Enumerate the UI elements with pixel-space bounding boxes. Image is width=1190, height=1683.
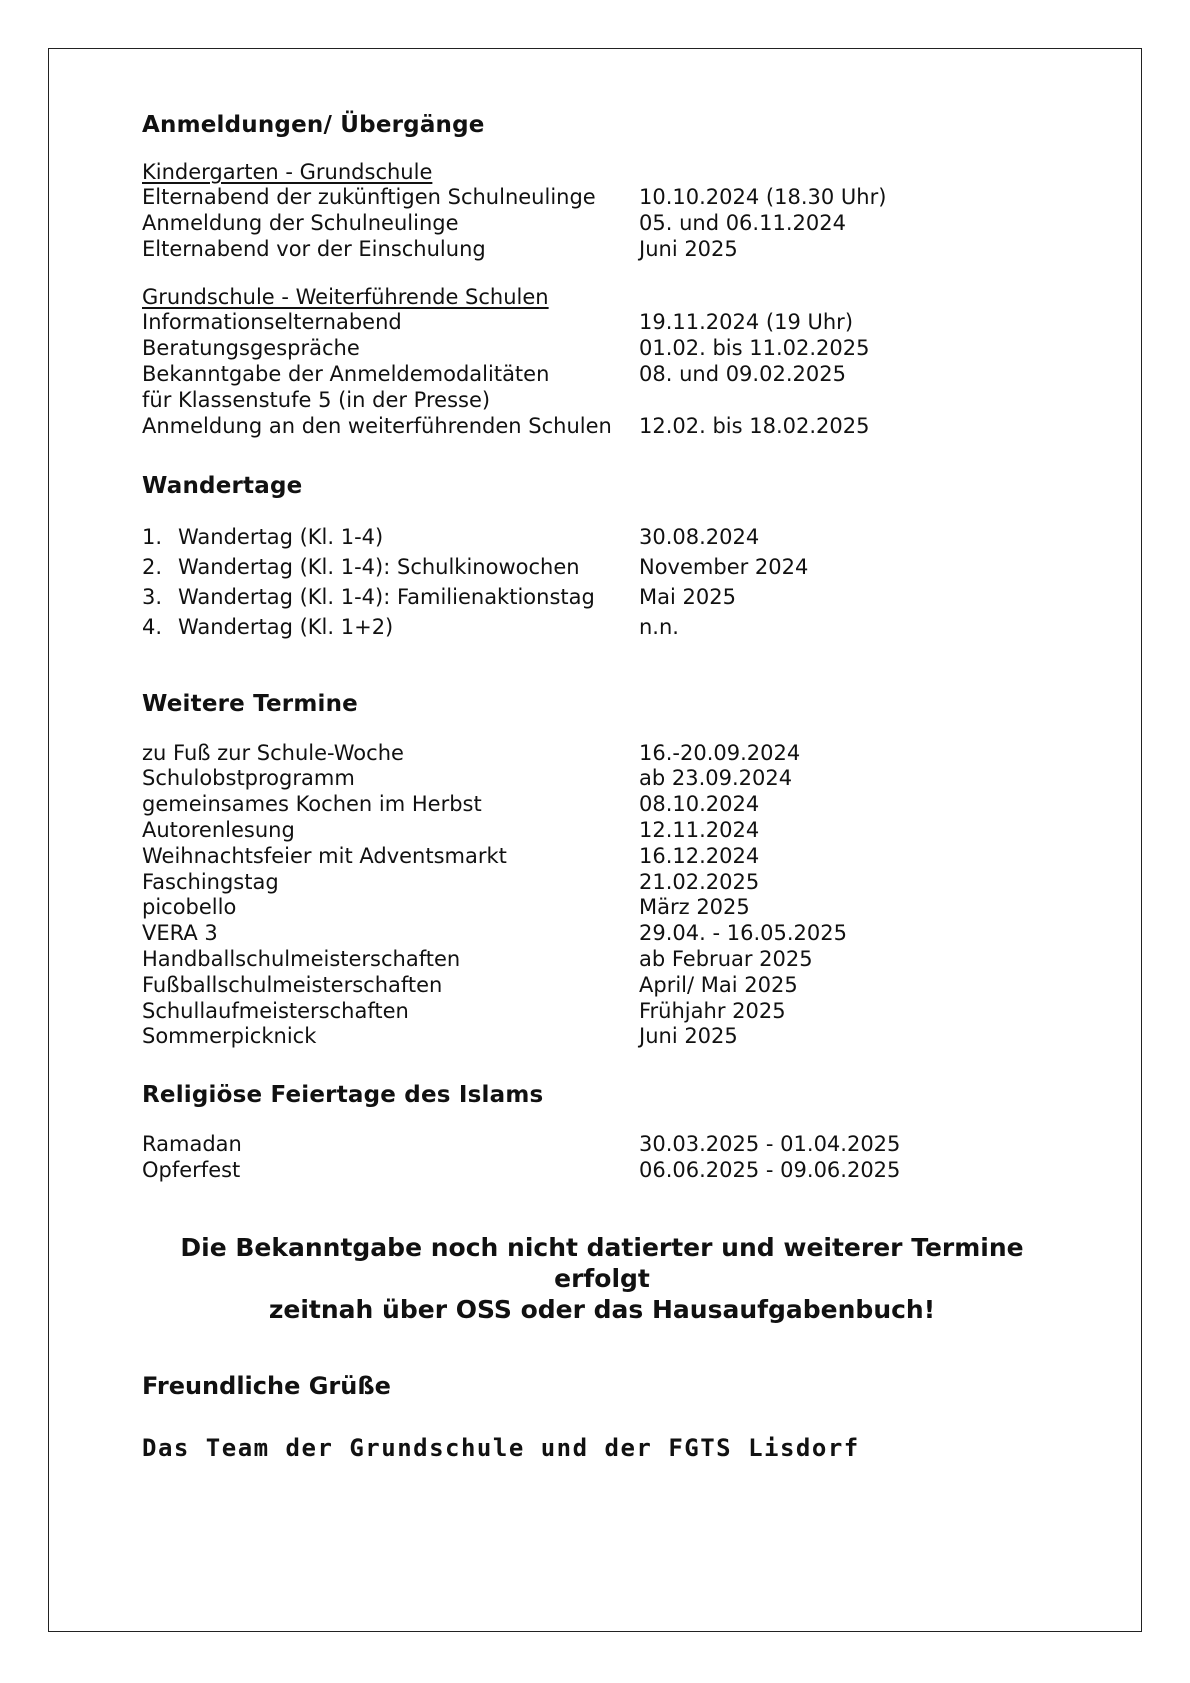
item-date: 30.03.2025 - 01.04.2025	[639, 1132, 901, 1157]
item-label: picobello	[142, 895, 237, 920]
section-islamic-holidays	[142, 1078, 1062, 1184]
item-date: 16.12.2024	[639, 843, 760, 868]
item-label: Beratungsgespräche	[142, 336, 360, 361]
item-date: 21.02.2025	[639, 869, 760, 894]
item-label: Informationselternabend	[142, 310, 402, 335]
list-item	[142, 1024, 1062, 1050]
list-item	[142, 583, 1062, 613]
item-date: 10.10.2024 (18.30 Uhr)	[639, 185, 887, 209]
list-item	[142, 362, 1062, 388]
section-title-registrations: Anmeldungen/ Übergänge	[142, 112, 485, 138]
item-date: 16.-20.09.2024	[639, 740, 801, 765]
item-date: 01.02. bis 11.02.2025	[639, 336, 870, 361]
item-label: Wandertag (Kl. 1-4): Schulkinowochen	[178, 555, 580, 580]
section-hiking-days	[142, 469, 1062, 642]
item-label: Weihnachtsfeier mit Adventsmarkt	[142, 843, 507, 868]
item-number: 1.	[142, 525, 163, 550]
signature: Das Team der Grundschule und der FGTS Lisdorf	[142, 1433, 860, 1462]
list-item	[142, 553, 1062, 583]
item-date: März 2025	[639, 895, 750, 920]
item-label: Anmeldung an den weiterführenden Schulen	[142, 413, 612, 438]
list-item	[142, 388, 1062, 414]
item-label: Handballschulmeisterschaften	[142, 946, 461, 971]
list-item	[142, 895, 1062, 921]
list-item	[142, 870, 1062, 896]
item-label: Ramadan	[142, 1132, 242, 1157]
section-title-further-dates: Weitere Termine	[142, 690, 358, 717]
section-registrations	[142, 108, 1062, 439]
list-item	[142, 973, 1062, 999]
section-title-islamic-holidays: Religiöse Feiertage des Islams	[142, 1082, 544, 1109]
list-item	[142, 336, 1062, 362]
list-item	[142, 766, 1062, 792]
item-label: Bekanntgabe der Anmeldemodalitäten	[142, 361, 550, 386]
subheading-grundschule-weiterfuehrende: Grundschule - Weiterführende Schulen	[142, 285, 549, 310]
item-label: Elternabend vor der Einschulung	[142, 236, 486, 261]
item-label: für Klassenstufe 5 (in der Presse)	[142, 387, 491, 412]
item-date: 06.06.2025 - 09.06.2025	[639, 1157, 901, 1182]
item-label: Sommerpicknick	[142, 1024, 317, 1049]
item-date: n.n.	[639, 614, 679, 639]
item-date: April/ Mai 2025	[639, 972, 798, 997]
list-item	[142, 414, 1062, 440]
notice-text	[142, 1232, 1062, 1325]
item-label: gemeinsames Kochen im Herbst	[142, 792, 482, 817]
item-date: ab Februar 2025	[639, 946, 813, 971]
section-further-dates	[142, 687, 1062, 1051]
item-label: Wandertag (Kl. 1-4)	[178, 525, 384, 550]
item-label: Wandertag (Kl. 1+2)	[178, 614, 394, 639]
list-item	[142, 999, 1062, 1025]
section-title-hiking-days: Wandertage	[142, 473, 303, 500]
list-item	[142, 844, 1062, 870]
subheading-kindergarten-grundschule: Kindergarten - Grundschule	[142, 160, 433, 184]
item-date: November 2024	[639, 555, 809, 580]
list-item	[142, 185, 1062, 211]
list-item	[142, 947, 1062, 973]
list-item	[142, 818, 1062, 844]
item-date	[639, 388, 1062, 414]
closing-greeting: Freundliche Grüße	[142, 1371, 391, 1400]
list-item	[142, 1132, 1062, 1158]
item-label: Fußballschulmeisterschaften	[142, 972, 443, 997]
list-item	[142, 310, 1062, 336]
item-label: Wandertag (Kl. 1-4): Familienaktionstag	[178, 584, 595, 609]
item-date: Mai 2025	[639, 584, 736, 609]
item-label: Autorenlesung	[142, 817, 295, 842]
list-item	[142, 792, 1062, 818]
item-date: 12.02. bis 18.02.2025	[639, 413, 870, 438]
list-item	[142, 523, 1062, 553]
item-date: 05. und 06.11.2024	[639, 210, 846, 235]
item-number: 2.	[142, 555, 163, 580]
item-label: Opferfest	[142, 1157, 241, 1182]
document-body	[142, 108, 1062, 1465]
item-date: ab 23.09.2024	[639, 766, 793, 791]
item-date: 08.10.2024	[639, 792, 760, 817]
item-label: Schullaufmeisterschaften	[142, 998, 409, 1023]
item-date: Juni 2025	[639, 1024, 738, 1049]
item-date: 30.08.2024	[639, 525, 760, 550]
item-number: 4.	[142, 614, 163, 639]
item-date: Frühjahr 2025	[639, 998, 786, 1023]
item-label: Faschingstag	[142, 869, 279, 894]
list-item	[142, 613, 1062, 643]
notice-line-2: zeitnah über OSS oder das Hausaufgabenbuch!	[268, 1294, 936, 1324]
item-label: zu Fuß zur Schule-Woche	[142, 740, 404, 765]
item-number: 3.	[142, 584, 163, 609]
item-label: Anmeldung der Schulneulinge	[142, 210, 459, 235]
list-item	[142, 237, 1062, 263]
item-label: VERA 3	[142, 921, 218, 946]
item-label: Schulobstprogramm	[142, 766, 355, 791]
item-date: 29.04. - 16.05.2025	[639, 921, 847, 946]
item-date: 12.11.2024	[639, 817, 760, 842]
list-item	[142, 211, 1062, 237]
item-date: 19.11.2024 (19 Uhr)	[639, 310, 854, 335]
list-item	[142, 921, 1062, 947]
item-date: Juni 2025	[639, 236, 738, 261]
item-label: Elternabend der zukünftigen Schulneulinge	[142, 185, 596, 209]
list-item	[142, 741, 1062, 767]
item-date: 08. und 09.02.2025	[639, 361, 846, 386]
notice-line-1: Die Bekanntgabe noch nicht datierter und weiterer Termine erfolgt	[180, 1232, 1024, 1293]
list-item	[142, 1158, 1062, 1184]
